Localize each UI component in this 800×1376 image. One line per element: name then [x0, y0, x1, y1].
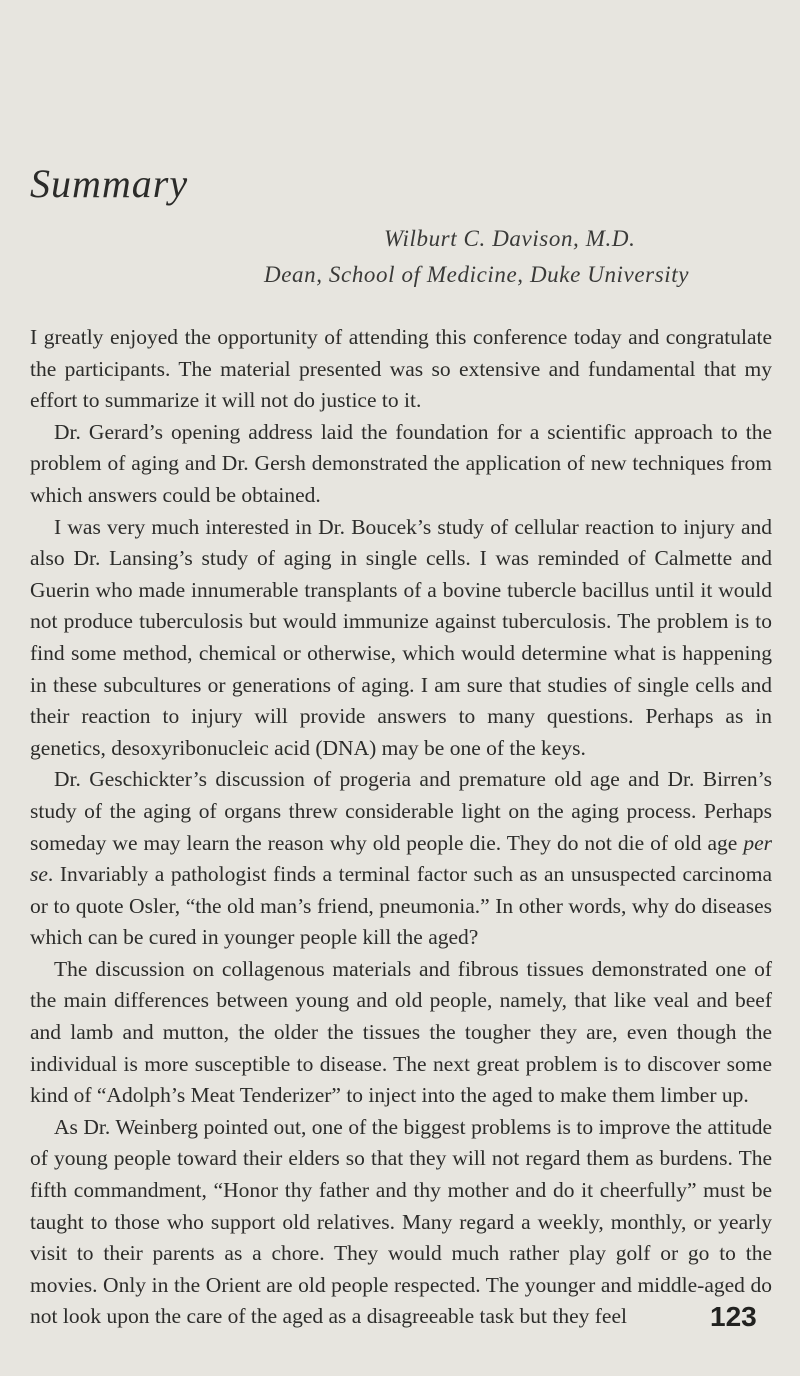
page-number: 123 — [710, 1301, 757, 1332]
author-name: Wilburt C. Davison, M.D. — [384, 226, 636, 251]
paragraph-4-text-after: . Invariably a pathologist finds a terminal factor such as an unsuspected carcinoma or to quote Osler, “the old man’s friend, pneumonia.” In other words, why do diseases which can be cured in younger people kill the aged? — [30, 862, 772, 950]
paragraph-4-text-before: Dr. Geschickter’s discussion of progeria and premature old age and Dr. Birren’s study of the aging of organs threw considerable light on the aging process. Perhaps someday we may learn the reason why old people die. They do not die of old age — [30, 767, 772, 855]
body-text — [30, 322, 772, 1333]
page-title: Summary — [30, 161, 189, 206]
paragraph-1: I greatly enjoyed the opportunity of attending this conference today and congratulate the participants. The material presented was so extensive and fundamental that my effort to summarize it will not do justice to it. — [30, 325, 772, 413]
paragraph-6: As Dr. Weinberg pointed out, one of the biggest problems is to improve the attitude of young people toward their elders so that they will not regard them as burdens. The fifth commandment, “Honor thy father and thy mother and do it cheerfully” must be taught to those who support old relatives. Many regard a weekly, monthly, or yearly visit to their parents as a chore. They would much rather play golf or go to the movies. Only in the Orient are old people respected. The younger and middle-aged do not look upon the care of the aged as a disagreeable task but they feel — [30, 1114, 772, 1329]
paragraph-2: Dr. Gerard’s opening address laid the foundation for a scientific approach to the problem of aging and Dr. Gersh demonstrated the application of new techniques from which answers could be obtained. — [30, 419, 772, 507]
author-affiliation: Dean, School of Medicine, Duke University — [264, 262, 690, 287]
paragraph-3: I was very much interested in Dr. Boucek’s study of cellular reaction to injury and also Dr. Lansing’s study of aging in single cells. I was reminded of Calmette and Guerin who made innumerable transplants of a bovine tubercle bacillus until it would not produce tuberculosis but would immunize against tuberculosis. The problem is to find some method, chemical or otherwise, which would determine what is happening in these subcultures or generations of aging. I am sure that studies of single cells and their reaction to injury will provide answers to many questions. Perhaps as in genetics, desoxyribonucleic acid (DNA) may be one of the keys. — [30, 514, 772, 760]
paragraph-4-italic-per-se: per se — [30, 830, 772, 887]
paragraph-5: The discussion on collagenous materials and fibrous tissues demonstrated one of the main differences between young and old people, namely, that like veal and beef and lamb and mutton, the older the tissues the tougher they are, even though the individual is more susceptible to disease. The next great problem is to discover some kind of “Adolph’s Meat Tenderizer” to inject into the aged to make them limber up. — [30, 956, 772, 1108]
paragraph-4 — [30, 764, 772, 954]
